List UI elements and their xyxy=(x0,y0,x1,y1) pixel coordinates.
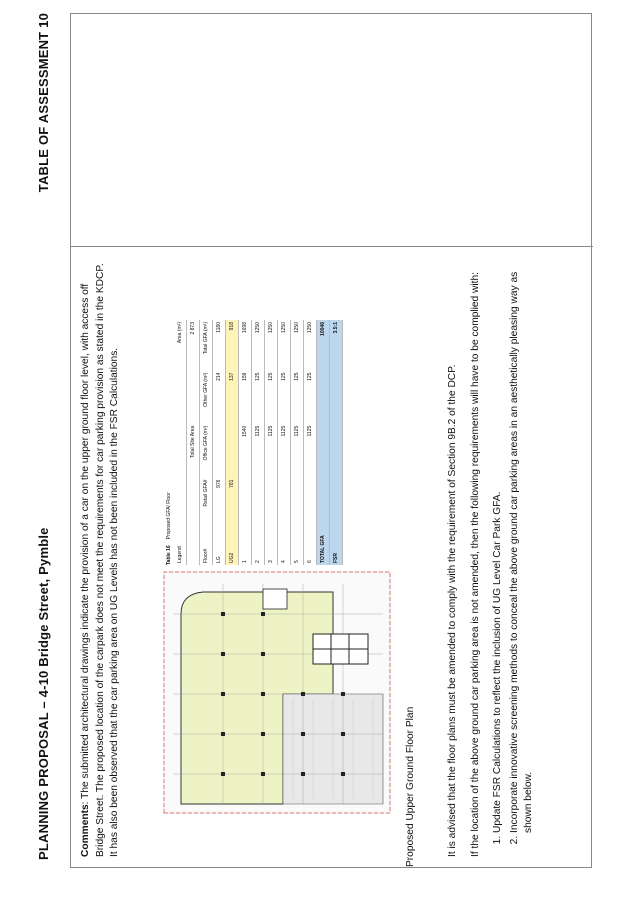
column-divider xyxy=(71,246,593,247)
comments-text: : The submitted architectural drawings indicate the provision of a car on the upper ground floor level, with access off Bridge Street. The proposed location of the carpark does not meet the requirements for car parking provision as stated in the KDCP. It has also been observed that the car parking area on UG Levels has not been included in the FSR Calculations. xyxy=(80,263,121,857)
advice-paragraph: It is advised that the floor plans must be amended to comply with the requirement of Section 9B.2 of the DCP. xyxy=(447,364,458,857)
table-row xyxy=(213,320,226,565)
requirements-list xyxy=(491,257,537,857)
table-number: Table 16 xyxy=(166,545,172,565)
table-cell: UG2 xyxy=(226,521,239,565)
table-cell xyxy=(304,478,317,521)
table-cell: 1250 xyxy=(291,320,304,371)
table-cell xyxy=(278,478,291,521)
floor-plan-figure xyxy=(163,267,423,867)
table-cell: 125 xyxy=(265,371,278,424)
table-cell xyxy=(226,424,239,478)
condition-paragraph: If the location of the above ground car parking area is not amended, then the following requirements will have to be complied with: xyxy=(469,272,481,857)
table-row xyxy=(291,320,304,565)
table-cell xyxy=(252,478,265,521)
table-cell: 1250 xyxy=(265,320,278,371)
column-header: Office GFA (m²) xyxy=(200,424,213,478)
comments-label: Comments xyxy=(80,804,91,857)
column-header: Other GFA (m²) xyxy=(200,371,213,424)
table-cell: 1125 xyxy=(304,424,317,478)
fsr-label: FSR xyxy=(330,521,343,565)
table-cell: 1698 xyxy=(239,320,252,371)
table-cell: 1125 xyxy=(265,424,278,478)
table-cell: 159 xyxy=(239,371,252,424)
section-title: TABLE OF ASSESSMENT 10 xyxy=(36,13,51,193)
page-title: PLANNING PROPOSAL – 4-10 Bridge Street, Pymble xyxy=(36,527,51,860)
table-row xyxy=(252,320,265,565)
table-cell: 781 xyxy=(226,478,239,521)
site-area-label: Total Site Area xyxy=(187,424,200,521)
table-cell: 1125 xyxy=(252,424,265,478)
table-cell: 976 xyxy=(213,478,226,521)
total-label: TOTAL GFA xyxy=(317,521,330,565)
table-cell: 1180 xyxy=(213,320,226,371)
table-cell: 1250 xyxy=(304,320,317,371)
table-cell: 3 xyxy=(265,521,278,565)
table-cell: 125 xyxy=(252,371,265,424)
table-cell: 918 xyxy=(226,320,239,371)
column-header: Floor# xyxy=(200,521,213,565)
table-row xyxy=(304,320,317,565)
total-value: 10046 xyxy=(317,320,330,371)
table-cell: 5 xyxy=(291,521,304,565)
gfa-data-table xyxy=(174,320,343,565)
table-total-row xyxy=(317,320,330,565)
table-cell: 1125 xyxy=(291,424,304,478)
table-cell: 1250 xyxy=(278,320,291,371)
table-cell: 125 xyxy=(278,371,291,424)
rotated-page xyxy=(32,13,592,868)
column-header: Total GFA (m²) xyxy=(200,320,213,371)
table-title xyxy=(166,320,172,565)
table-cell: 1125 xyxy=(278,424,291,478)
table-site-area-row xyxy=(187,320,200,565)
table-cell: 125 xyxy=(291,371,304,424)
table-cell: 1250 xyxy=(252,320,265,371)
table-cell: 214 xyxy=(213,371,226,424)
table-fsr-row xyxy=(330,320,343,565)
list-item: 1. Update FSR Calculations to reflect the inclusion of UG Level Car Park GFA. xyxy=(491,257,506,833)
legend-label: Legend xyxy=(174,521,187,565)
table-cell xyxy=(213,424,226,478)
requirements-block xyxy=(446,257,539,857)
table-row xyxy=(265,320,278,565)
table-cell: LG xyxy=(213,521,226,565)
floor-plan-image xyxy=(163,571,391,814)
table-legend-row xyxy=(174,320,187,565)
table-row xyxy=(278,320,291,565)
comments-paragraph xyxy=(79,257,123,857)
table-cell: 1540 xyxy=(239,424,252,478)
table-cell: 4 xyxy=(278,521,291,565)
assessment-table-frame xyxy=(70,13,592,868)
table-header-row xyxy=(200,320,213,565)
table-cell: 125 xyxy=(304,371,317,424)
column-header: Retail GFA# xyxy=(200,478,213,521)
area-label: Area (m²) xyxy=(174,320,187,371)
figure-caption: Proposed Upper Ground Floor Plan xyxy=(405,706,416,867)
table-row xyxy=(239,320,252,565)
table-cell: 2 xyxy=(252,521,265,565)
comments-block xyxy=(79,257,131,857)
table-cell xyxy=(265,478,278,521)
table-title-text: Proposed GFA/ Floor xyxy=(166,492,172,540)
site-area-value: 2 873 xyxy=(187,320,200,371)
table-row-highlighted xyxy=(226,320,239,565)
table-cell xyxy=(239,478,252,521)
gfa-table xyxy=(166,320,343,565)
table-cell: 1 xyxy=(239,521,252,565)
table-cell: 6 xyxy=(304,521,317,565)
table-cell: 137 xyxy=(226,371,239,424)
fsr-value: 3.5:1 xyxy=(330,320,343,371)
table-cell xyxy=(291,478,304,521)
list-item: 2. Incorporate innovative screening methods to conceal the above ground car parking areas in an aesthetically pleasing way as shown below. xyxy=(508,257,537,833)
